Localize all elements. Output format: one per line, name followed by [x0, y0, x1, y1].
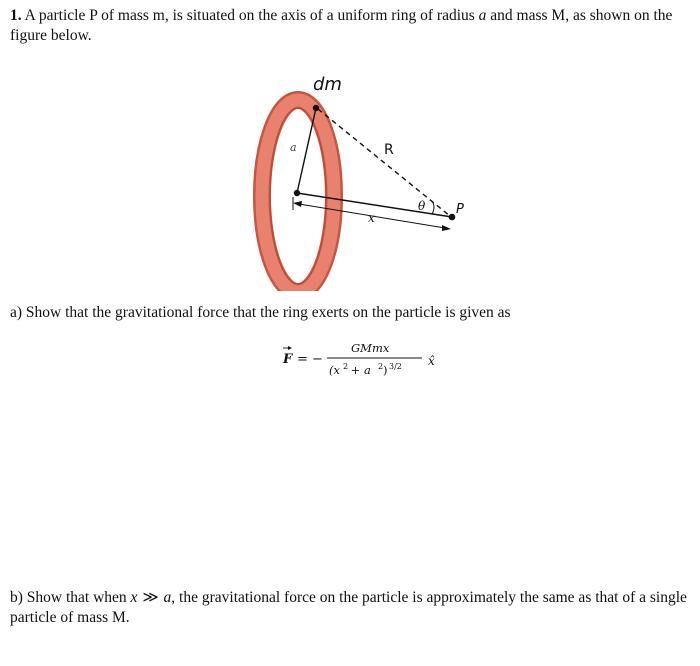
label-x: x	[368, 211, 375, 225]
problem-intro-part1: A particle P of mass m, is situated on the axis of a uniform ring of radius	[21, 7, 479, 24]
x-arrow-head-right	[442, 225, 451, 231]
formula-equals: = −	[297, 352, 323, 367]
problem-intro-part2: and mass M, as shown on the figure below.	[10, 7, 673, 44]
formula-den-open: (x	[329, 363, 340, 377]
part-a-text: a) Show that the gravitational force that the ring exerts on the particle is given as	[10, 304, 511, 321]
theta-arc	[432, 201, 434, 214]
problem-statement	[10, 6, 680, 46]
vector-arrow-head	[288, 346, 292, 350]
part-b-var-a: a	[163, 589, 172, 606]
problem-intro-var-a: a	[478, 7, 487, 24]
formula-den-sup2: 2	[378, 362, 384, 371]
radius-line	[297, 108, 316, 193]
label-R: R	[384, 142, 394, 158]
formula-den-plus: + a	[347, 363, 371, 377]
label-P: P	[456, 202, 464, 217]
problem-number: 1.	[10, 7, 22, 24]
force-formula	[281, 340, 451, 386]
particle-point	[449, 214, 456, 221]
label-dm: dm	[313, 74, 342, 95]
part-b-var-x: x	[130, 589, 138, 606]
formula-den-close: )	[383, 363, 388, 377]
formula-unit-vector: x̂	[428, 354, 435, 368]
part-b-text	[10, 587, 690, 628]
formula-numerator: GMmx	[351, 341, 390, 355]
formula-lhs: F	[283, 352, 293, 367]
formula-den-sup32: 3/2	[389, 362, 402, 371]
formula-den-sup1: 2	[343, 362, 349, 371]
part-b-much-greater: ≫	[137, 588, 164, 606]
x-arrow-head-left	[293, 201, 302, 207]
label-theta: θ	[418, 199, 426, 213]
label-a: a	[290, 141, 297, 154]
part-b-prefix: b) Show that when	[10, 589, 131, 606]
part-b-suffix: , the gravitational force on the particle is approximately the same as that of a single particle of mass M.	[10, 589, 687, 626]
ring-particle-figure	[246, 66, 496, 291]
